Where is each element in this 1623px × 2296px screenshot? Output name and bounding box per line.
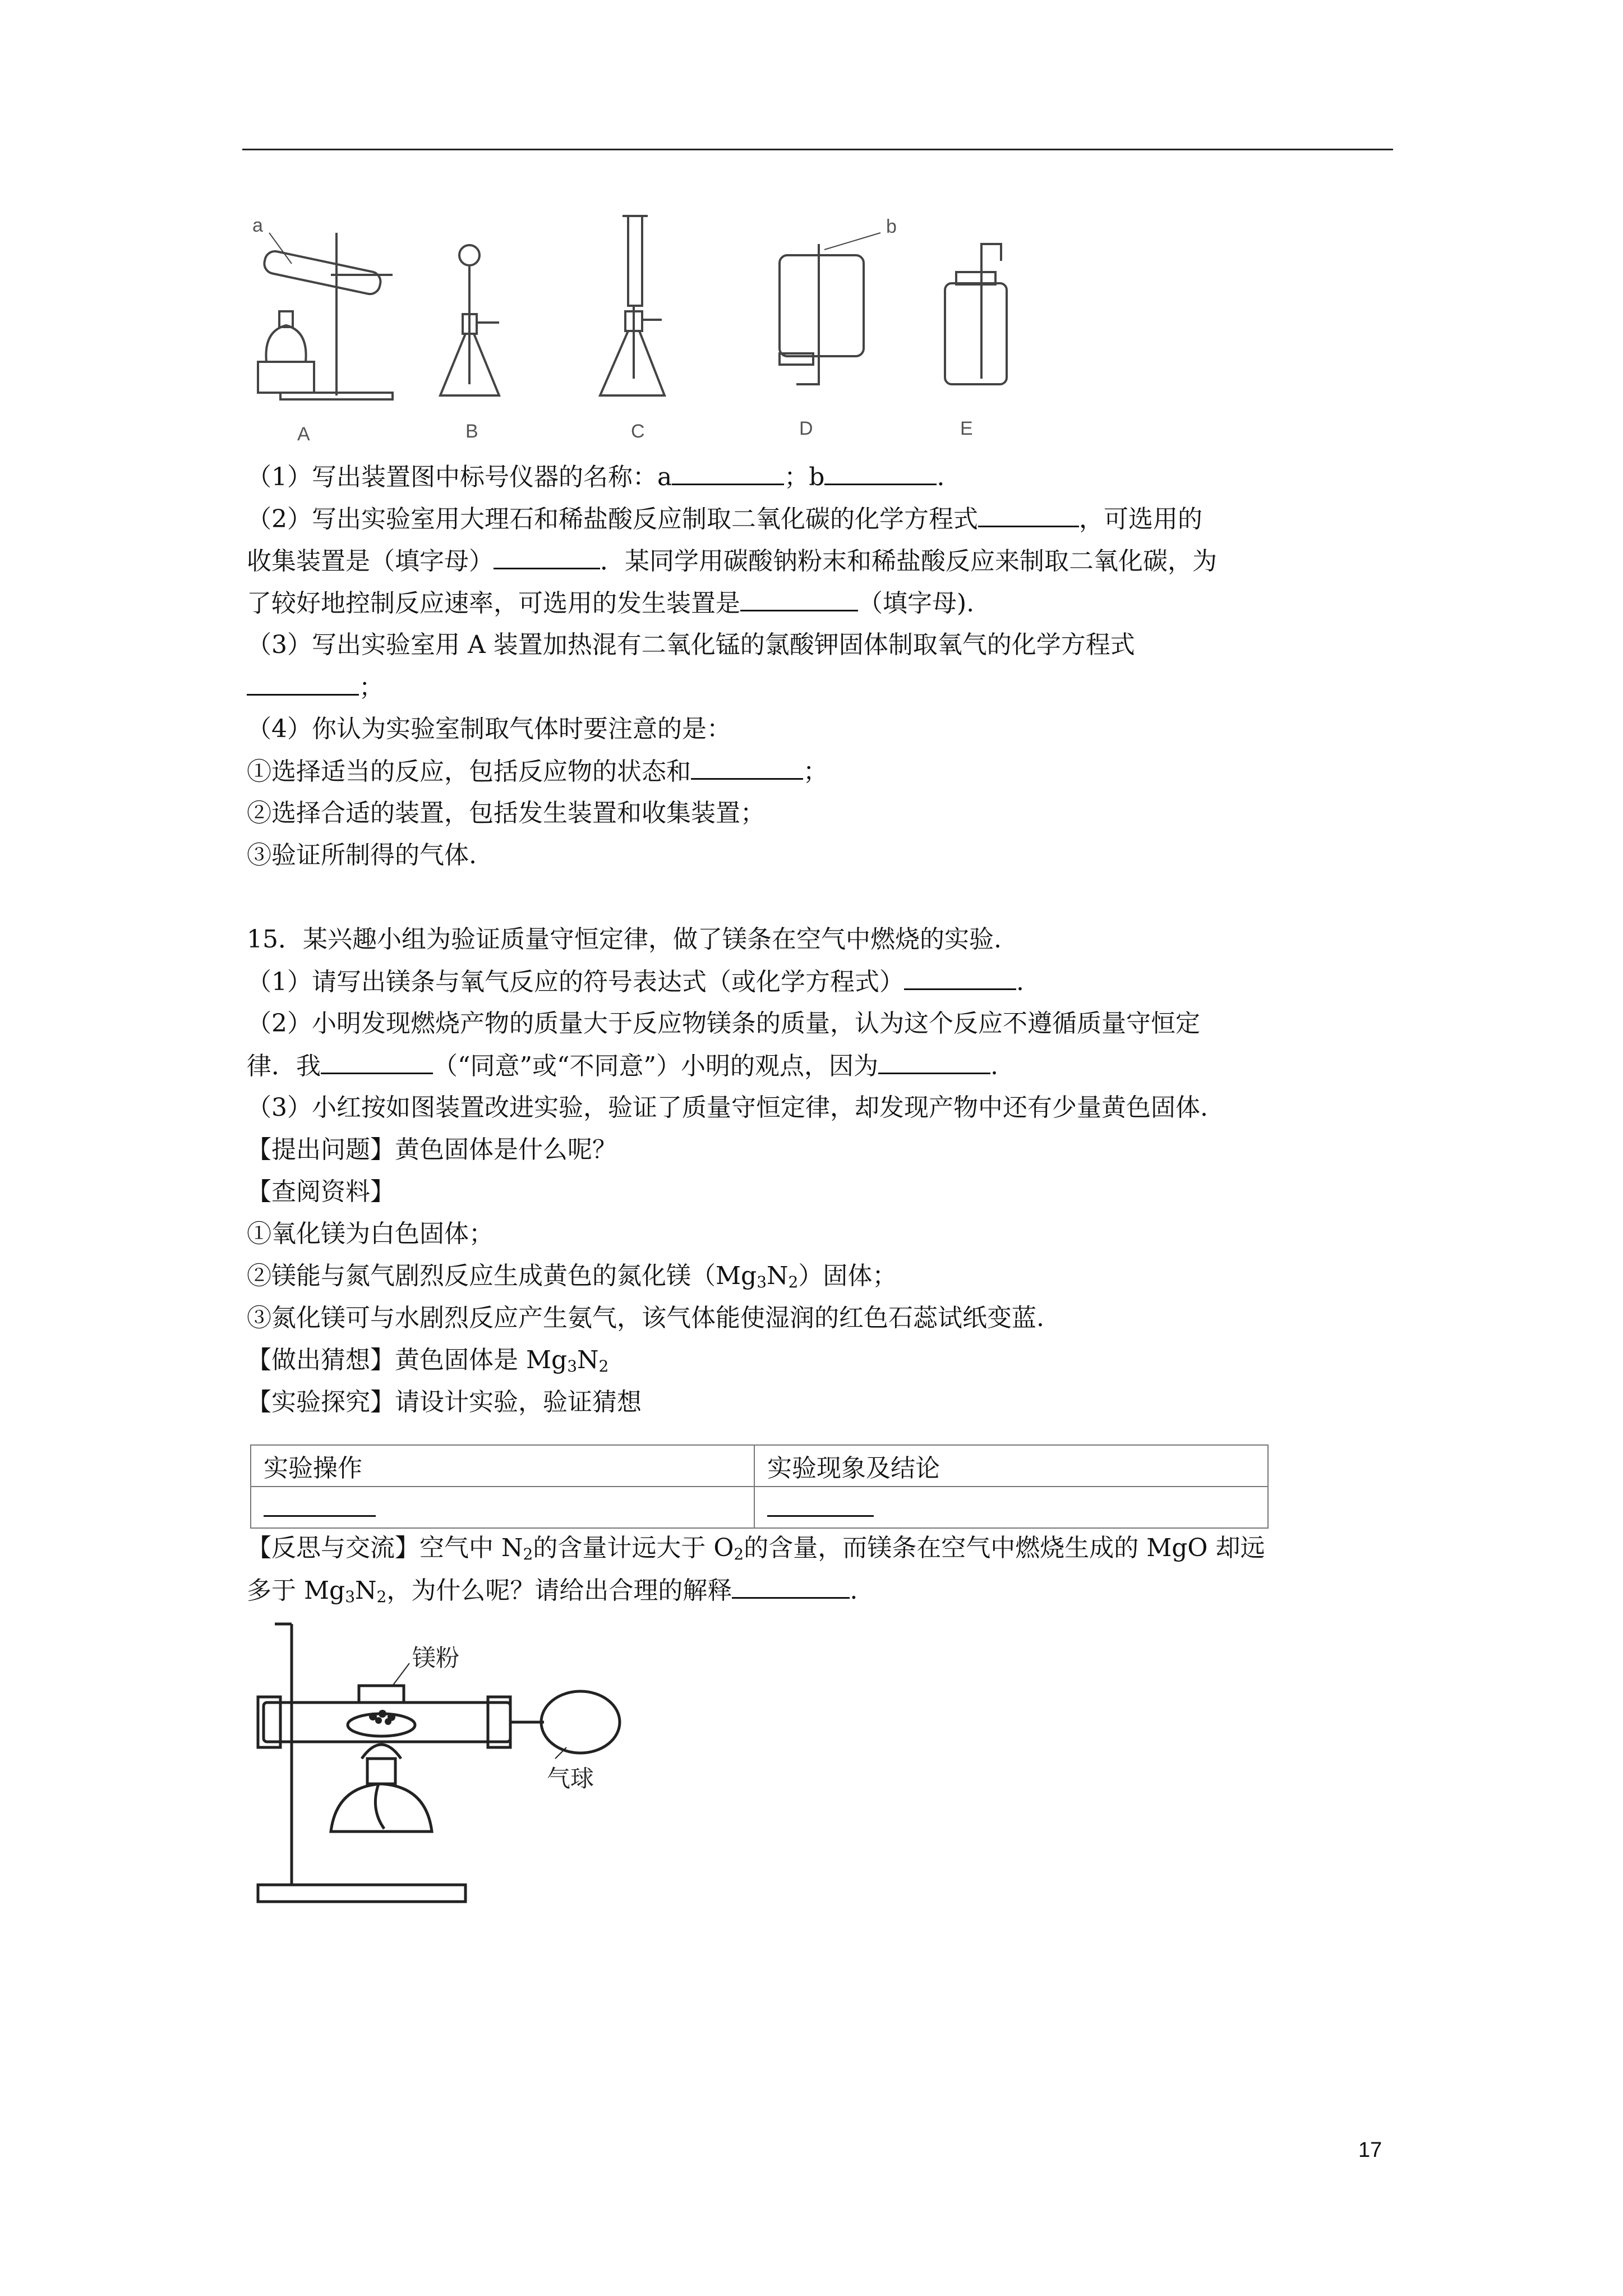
answer-blank[interactable]: [672, 460, 784, 485]
table-cell: [251, 1487, 754, 1528]
apparatus-a: [258, 233, 393, 399]
answer-blank[interactable]: [321, 1049, 433, 1074]
q14-part4-line3: ②选择合适的装置，包括发生装置和收集装置；: [247, 799, 765, 827]
q15-guess: 【做出猜想】黄色固体是 $Mg_3N_2$: [247, 1346, 609, 1375]
q14-part2-line3: 了较好地控制反应速率，可选用的发生装置是 （填字母).: [247, 586, 974, 620]
q15-part1: （1）请写出镁条与氧气反应的符号表达式（或化学方程式） .: [247, 965, 1024, 999]
q15-reflect-line1: 【反思与交流】空气中 $N_2$的含量计远大于 $O_2$的含量，而镁条在空气中燃烧生成的 MgO 却远: [247, 1534, 1265, 1563]
q15-part2-line1: （2）小明发现燃烧产物的质量大于反应物镁条的质量，认为这个反应不遵循质量守恒定: [247, 1009, 1200, 1038]
q14-part2-line1: （2）写出实验室用大理石和稀盐酸反应制取二氧化碳的化学方程式 ，可选用的: [247, 502, 1202, 536]
apparatus-d: [780, 233, 880, 384]
table-cell: [754, 1487, 1268, 1528]
caption-e: E: [960, 418, 973, 439]
q15-info-3: ③氮化镁可与水剧烈反应产生氨气，该气体能使湿润的红色石蕊试纸变蓝.: [247, 1304, 1044, 1332]
q14-part4-line2: ①选择适当的反应，包括反应物的状态和 ；: [247, 754, 828, 789]
q15-info-heading: 【查阅资料】: [247, 1177, 395, 1206]
answer-blank[interactable]: [740, 586, 858, 611]
balloon-label: 气球: [547, 1765, 594, 1792]
apparatus-c: [600, 216, 665, 395]
q15-info-1: ①氧化镁为白色固体；: [247, 1220, 494, 1248]
experiment-table: [250, 1444, 1269, 1529]
caption-b: B: [465, 421, 478, 442]
q15-part3: （3）小红按如图装置改进实验，验证了质量守恒定律，却发现产物中还有少量黄色固体.: [247, 1093, 1208, 1122]
q14-part4-line4: ③验证所制得的气体.: [247, 841, 477, 869]
q15-stem: 15．某兴趣小组为验证质量守恒定律，做了镁条在空气中燃烧的实验.: [247, 925, 1002, 954]
table-header-operation: 实验操作: [251, 1445, 754, 1487]
apparatus-figure: [247, 210, 1032, 446]
header-rule: [242, 149, 1393, 150]
caption-c: C: [631, 421, 645, 442]
answer-blank[interactable]: [247, 670, 359, 696]
answer-blank[interactable]: [824, 460, 937, 485]
answer-blank[interactable]: [767, 1492, 874, 1517]
q15-info-2: ②镁能与氮气剧烈反应生成黄色的氮化镁$(Mg_3N_2)$固体；: [247, 1262, 897, 1291]
label-b: b: [886, 216, 897, 237]
q14-part4-line1: （4）你认为实验室制取气体时要注意的是：: [247, 715, 731, 743]
q15-question: 【提出问题】黄色固体是什么呢？: [247, 1135, 617, 1164]
table-header-result: 实验现象及结论: [754, 1445, 1268, 1487]
answer-blank[interactable]: [494, 544, 600, 569]
table-row: [251, 1487, 1268, 1528]
q14-part3-line2: ；: [247, 670, 384, 705]
answer-blank[interactable]: [904, 965, 1016, 990]
answer-blank[interactable]: [978, 502, 1079, 527]
q14-part3-line1: （3）写出实验室用 A 装置加热混有二氧化锰的氯酸钾固体制取氧气的化学方程式: [247, 631, 1135, 659]
label-a: a: [252, 215, 263, 236]
answer-blank[interactable]: [691, 754, 803, 780]
answer-blank[interactable]: [878, 1049, 990, 1074]
q14-part2-line2: 收集装置是（填字母） ．某同学用碳酸钠粉末和稀盐酸反应来制取二氧化碳，为: [247, 544, 1217, 578]
magnesium-apparatus-figure: [252, 1618, 645, 1910]
caption-a: A: [297, 424, 310, 445]
q14-part1: （1）写出装置图中标号仪器的名称：a ；b .: [247, 460, 944, 494]
magnesium-powder-label: 镁粉: [412, 1644, 460, 1672]
answer-blank[interactable]: [264, 1492, 376, 1517]
page-number: 17: [1358, 2138, 1382, 2162]
apparatus-b: [440, 245, 499, 395]
q15-explore: 【实验探究】请设计实验，验证猜想: [247, 1388, 642, 1416]
caption-d: D: [799, 418, 813, 439]
table-header-row: [251, 1445, 1268, 1487]
q15-reflect-line2: 多于 $Mg_3N_2$，为什么呢？请给出合理的解释 .: [247, 1573, 857, 1614]
q15-part2-line2: 律．我 （“同意”或“不同意”）小明的观点，因为 .: [247, 1049, 998, 1083]
apparatus-e: [945, 244, 1007, 384]
answer-blank[interactable]: [732, 1573, 850, 1599]
